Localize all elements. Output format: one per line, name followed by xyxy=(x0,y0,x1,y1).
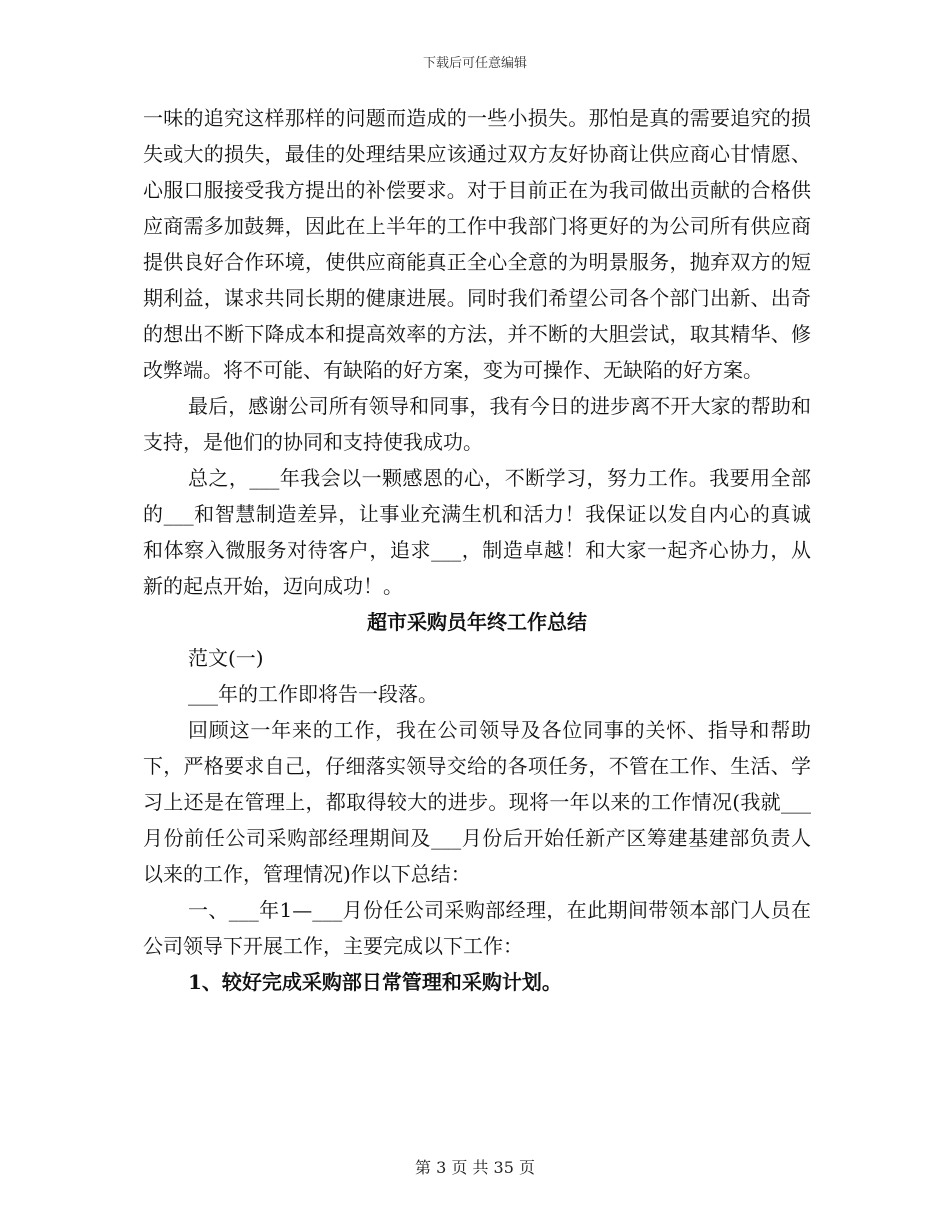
document-body xyxy=(143,100,811,1000)
paragraph-supplier-management: 一味的追究这样那样的问题而造成的一些小损失。那怕是真的需要追究的损失或大的损失，最佳的处理结果应该通过双方友好协商让供应商心甘情愿、心服口服接受我方提出的补偿要求。对于目前正在为我司做出贡献的合格供应商需多加鼓舞，因此在上半年的工作中我部门将更好的为公司所有供应商提供良好合作环境，使供应商能真正全心全意的为明景服务，抛弃双方的短期利益，谋求共同长期的健康进展。同时我们希望公司各个部门出新、出奇的想出不断下降成本和提高效率的方法，并不断的大胆尝试，取其精华、修改弊端。将不可能、有缺陷的好方案，变为可操作、无缺陷的好方案。 xyxy=(143,106,811,382)
paragraph-conclusion: 总之，___年我会以一颗感恩的心，不断学习，努力工作。我要用全部的___和智慧制造差异，让事业充满生机和活力！我保证以发自内心的真诚和体察入微服务对待客户，追求___，制造卓越！和大家一起齐心协力，从新的起点开始，迈向成功！。 xyxy=(143,466,811,598)
paragraph-year-ending: ___年的工作即将告一段落。 xyxy=(188,682,438,706)
paragraph-thanks: 最后，感谢公司所有领导和同事，我有今日的进步离不开大家的帮助和支持，是他们的协同和支持使我成功。 xyxy=(143,394,811,454)
section-title: 超市采购员年终工作总结 xyxy=(367,610,587,634)
sample-label: 范文(一) xyxy=(188,646,264,670)
page-footer: 第 3 页 共 35 页 xyxy=(415,1158,535,1177)
paragraph-section-one: 一、___年1—___月份任公司采购部经理，在此期间带领本部门人员在公司领导下开展工作，主要完成以下工作： xyxy=(143,898,811,958)
subheading-daily-management: 1、较好完成采购部日常管理和采购计划。 xyxy=(188,970,562,994)
page-header: 下载后可任意编辑 xyxy=(422,56,527,71)
paragraph-review: 回顾这一年来的工作，我在公司领导及各位同事的关怀、指导和帮助下，严格要求自己，仔细落实领导交给的各项任务，不管在工作、生活、学习上还是在管理上，都取得较大的进步。现将一年以来的工作情况(我就___月份前任公司采购部经理期间及___月份后开始任新产区筹建基建部负责人以来的工作，管理情况)作以下总结： xyxy=(143,718,811,886)
